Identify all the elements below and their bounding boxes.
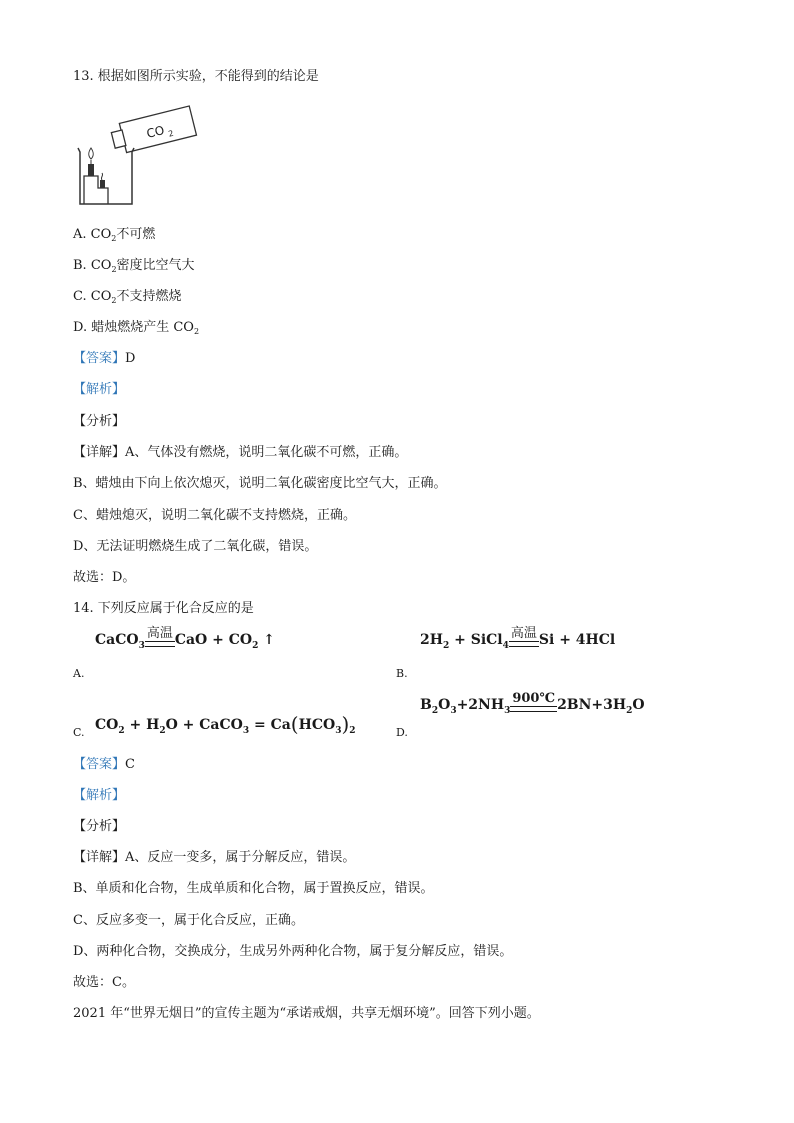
co2-candle-experiment-figure — [70, 98, 200, 208]
q13-option-d: D. 蜡烛燃烧产生 $CO_2$ — [73, 320, 200, 336]
answer-tag: 【答案】 — [73, 757, 126, 772]
q14-option-b-letter: B. — [396, 667, 408, 680]
q14-conclusion: 故选：C。 — [73, 975, 135, 990]
q13-option-b: B. $CO_2$密度比空气大 — [73, 258, 195, 274]
figure-label-sub: 2 — [167, 128, 175, 139]
q13-detail-a: 【详解】A、气体没有燃烧，说明二氧化碳不可燃，正确。 — [73, 445, 408, 460]
q13-detail-d: D、无法证明燃烧生成了二氧化碳，错误。 — [73, 539, 318, 554]
intro-text: 2021 年“世界无烟日”的宣传主题为“承诺戒烟，共享无烟环境”。回答下列小题。 — [73, 1006, 540, 1021]
q14-detail-b: B、单质和化合物，生成单质和化合物，属于置换反应，错误。 — [73, 881, 434, 896]
q14-equation-a: CaCO$_3$ 高温 CaO + $CO_2$ ↑ — [95, 626, 275, 651]
q14-detail-d: D、两种化合物，交换成分，生成另外两种化合物，属于复分解反应，错误。 — [73, 944, 513, 959]
q13-detail-b: B、蜡烛由下向上依次熄灭，说明二氧化碳密度比空气大，正确。 — [73, 476, 447, 491]
figure-label: CO — [145, 123, 166, 141]
q14-detail-a: 【详解】A、反应一变多，属于分解反应，错误。 — [73, 850, 356, 865]
answer-tag: 【答案】 — [73, 351, 126, 366]
q14-stem: 14. 下列反应属于化合反应的是 — [73, 601, 254, 616]
q14-equation-b: $2H_2$ + SiCl$_4$ 高温 Si + 4HCl — [420, 626, 616, 651]
q13-detail-c: C、蜡烛熄灭，说明二氧化碳不支持燃烧，正确。 — [73, 508, 356, 523]
q13-conclusion: 故选：D。 — [73, 570, 136, 585]
q14-answer: 【答案】C — [73, 757, 135, 772]
q14-detail-c: C、反应多变一，属于化合反应，正确。 — [73, 913, 304, 928]
q13-option-c: C. $CO_2$不支持燃烧 — [73, 289, 182, 305]
q14-option-c-letter: C. — [73, 726, 85, 739]
q13-fenxi-tag: 【分析】 — [73, 414, 126, 429]
q14-fenxi-tag: 【分析】 — [73, 819, 126, 834]
q13-analysis-tag: 【解析】 — [73, 382, 126, 397]
q14-option-a-letter: A. — [73, 667, 85, 680]
q13-answer: 【答案】D — [73, 351, 136, 366]
q14-option-d-letter: D. — [396, 726, 408, 739]
q13-option-a: A. $CO_2$不可燃 — [73, 227, 156, 243]
q14-equation-c: $CO_2 + H_2O$ + CaCO$_3$ = $Ca(HCO_3)_2$ — [95, 712, 356, 736]
q14-equation-d: $B_2O_3+2NH_3$ 900℃ $2BN+3H_2O$ — [420, 691, 645, 716]
q14-analysis-tag: 【解析】 — [73, 788, 126, 803]
q13-stem: 13. 根据如图所示实验，不能得到的结论是 — [73, 69, 319, 84]
